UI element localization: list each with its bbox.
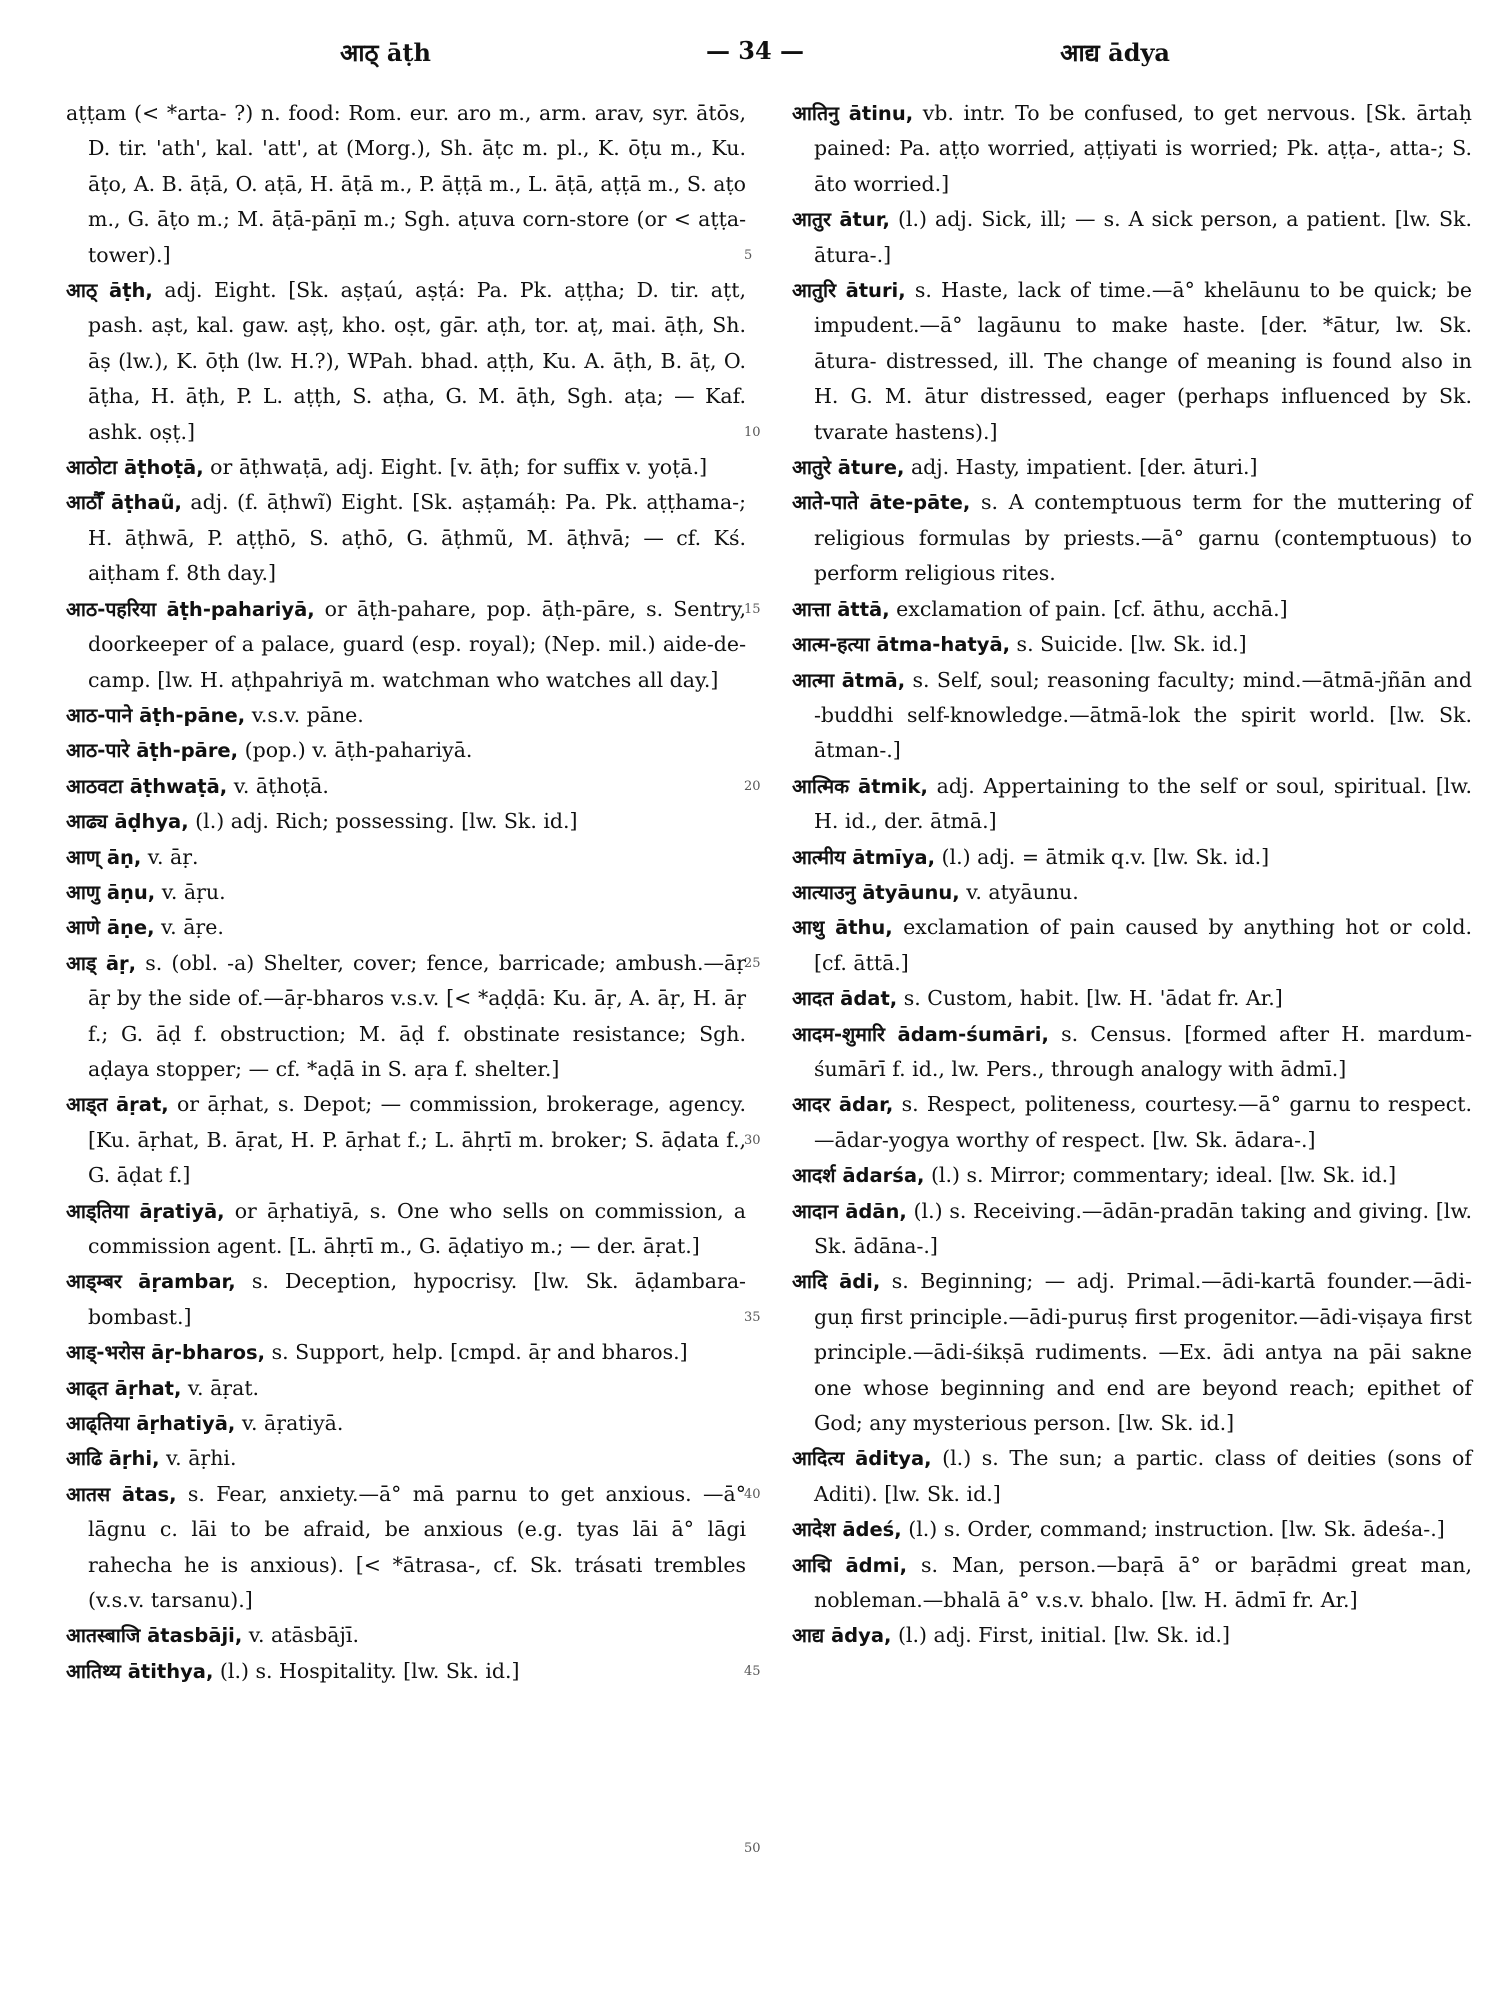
entry-headword: आणु āṇu, <box>66 880 156 904</box>
entry-definition: s. Custom, habit. [lw. H. 'ādat fr. Ar.] <box>903 986 1283 1011</box>
line-number: 40 <box>744 1486 761 1502</box>
entry-definition: v. āṛatiyā. <box>241 1411 344 1436</box>
dictionary-entry <box>66 1441 746 1476</box>
dictionary-entry <box>66 1371 746 1406</box>
header-left-guide-word: आठ् āṭh <box>340 38 431 67</box>
right-column <box>792 96 1472 1654</box>
entry-definition: s. Support, help. [cmpd. āṛ and bharos.] <box>271 1340 688 1365</box>
dictionary-entry <box>66 910 746 945</box>
entry-headword: आठ-पहरिया āṭh-pahariyā, <box>66 597 315 621</box>
entry-headword: आतुरे āture, <box>792 456 905 480</box>
entry-headword: आड् āṛ, <box>66 951 137 975</box>
line-number: 5 <box>744 247 753 263</box>
entry-headword: आदेश ādeś, <box>792 1518 902 1542</box>
entry-headword: आदर ādar, <box>792 1093 894 1117</box>
line-number: 15 <box>744 601 761 617</box>
dictionary-entry <box>792 1087 1472 1158</box>
entry-headword: आत्ता āttā, <box>792 597 890 621</box>
entry-headword: आदम-शुमारि ādam-śumāri, <box>792 1022 1049 1046</box>
entry-definition: (l.) s. Hospitality. [lw. Sk. id.] <box>219 1658 520 1683</box>
line-number: 45 <box>744 1663 761 1679</box>
entry-definition: exclamation of pain caused by anything hot or cold. [cf. āttā.] <box>814 915 1472 975</box>
header-right-guide-word: आद्य ādya <box>1060 38 1170 67</box>
entry-definition: (l.) adj. Sick, ill; — s. A sick person, a patient. [lw. Sk. ātura-.] <box>814 207 1472 267</box>
entry-headword: आदर्श ādarśa, <box>792 1164 925 1188</box>
dictionary-entry <box>792 202 1472 273</box>
dictionary-entry <box>792 1512 1472 1547</box>
entry-definition: v. atyāunu. <box>966 879 1079 904</box>
entry-definition: (l.) adj. Rich; possessing. [lw. Sk. id.] <box>195 809 578 834</box>
page-number: — 34 — <box>705 36 805 65</box>
entry-definition: s. Respect, politeness, courtesy.—ā° garnu to respect.—ādar-yogya worthy of respect. [lw. Sk. ādara-.] <box>814 1092 1473 1152</box>
dictionary-entry <box>66 1618 746 1653</box>
entry-definition: (l.) s. Receiving.—ādān-pradān taking and giving. [lw. Sk. ādāna-.] <box>814 1198 1472 1258</box>
line-number: 30 <box>744 1132 761 1148</box>
entry-definition: adj. Eight. [Sk. aṣṭaú, aṣṭá: Pa. Pk. aṭṭha; D. tir. aṭt, pash. aṣt, kal. gaw. aṣṭ, kho. oṣt, gār. aṭh, tor. aṭ, mai. āṭh, Sh. āṣ (lw.), K. ōṭh (lw. H.?), WPah. bhad. aṭṭh, Ku. A. āṭh, B. āṭ, O. āṭha, H. āṭh, P. L. aṭṭh, S. aṭha, G. M. āṭh, Sgh. aṭa; — Kaf. ashk. oṣṭ.] <box>88 278 746 444</box>
entry-headword: आतुर ātur, <box>792 208 890 232</box>
dictionary-entry <box>792 1158 1472 1193</box>
dictionary-entry <box>66 875 746 910</box>
entry-definition: or āṛhat, s. Depot; — commission, brokerage, agency. [Ku. āṛhat, B. āṛat, H. P. āṛhat f.; L. āhṛtī m. broker; S. āḍata f., G. āḍat f.] <box>88 1092 746 1188</box>
entry-headword: आढ्तिया āṛhatiyā, <box>66 1412 236 1436</box>
entry-headword: आत्याउनु ātyāunu, <box>792 880 960 904</box>
entry-definition: aṭṭam (< *arta- ?) n. food: Rom. eur. aro m., arm. arav, syr. ātōs, D. tir. 'ath', kal. 'att', at (Morg.), Sh. āṭc m. pl., K. ōṭu m., Ku. āṭo, A. B. āṭā, O. aṭā, H. āṭā m., P. āṭṭā m., L. āṭā, aṭṭā m., S. aṭo m., G. āṭo m.; M. āṭā-pāṇī m.; Sgh. aṭuva corn-store (or < aṭṭa- tower).] <box>66 101 746 267</box>
entry-definition: s. (obl. -a) Shelter, cover; fence, barricade; ambush.—āṛ āṛ by the side of.—āṛ-bharos v.s.v. [< *aḍḍā: Ku. āṛ, A. āṛ, H. āṛ f.; G. āḍ f. obstruction; M. āḍ f. obstinate resistance; Sgh. aḍaya stopper; — cf. *aḍā in S. aṛa f. shelter.] <box>88 950 746 1081</box>
dictionary-entry <box>66 946 746 1088</box>
dictionary-entry <box>66 1264 746 1335</box>
entry-definition: s. Fear, anxiety.—ā° mā parnu to get anxious. —ā° lāgnu c. lāi to be afraid, be anxious (e.g. tyas lāi ā° lāgi rahecha he is anxious). [< *ātrasa-, cf. Sk. trásati trembles (v.s.v. tarsanu).] <box>88 1481 746 1613</box>
entry-definition: s. Suicide. [lw. Sk. id.] <box>1016 632 1247 657</box>
entry-headword: आड्-भरोस āṛ-bharos, <box>66 1341 266 1365</box>
dictionary-entry <box>66 450 746 485</box>
line-number: 10 <box>744 424 761 440</box>
entry-headword: आढ्त āṛhat, <box>66 1376 182 1400</box>
entry-headword: आत्म-हत्या ātma-hatyā, <box>792 633 1011 657</box>
entry-headword: आठवटा āṭhwaṭā, <box>66 774 228 798</box>
entry-definition: (pop.) v. āṭh-pahariyā. <box>244 738 473 763</box>
dictionary-entry <box>792 1618 1472 1653</box>
dictionary-entry <box>66 1477 746 1619</box>
left-column <box>66 96 746 1689</box>
page-header <box>70 36 1440 76</box>
entry-definition: s. Haste, lack of time.—ā° khelāunu to be quick; be impudent.—ā° lagāunu to make haste. [der. *ātur, lw. Sk. ātura- distressed, ill. The change of meaning is found also in H. G. M. ātur distressed, eager (perhaps influenced by Sk. tvarate hastens).] <box>814 278 1472 444</box>
entry-definition: v. āṛe. <box>161 915 224 940</box>
entry-definition: (l.) s. Mirror; commentary; ideal. [lw. Sk. id.] <box>930 1163 1397 1188</box>
entry-definition: or āṭh-pahare, pop. āṭh-pāre, s. Sentry, doorkeeper of a palace, guard (esp. royal); (Nep. mil.) aide-de-camp. [lw. H. aṭhpahriyā m. watchman who watches all day.] <box>88 596 746 692</box>
entry-headword: आणे āṇe, <box>66 916 155 940</box>
entry-definition: v. āṛat. <box>187 1375 260 1400</box>
entry-headword: आथु āthu, <box>792 916 893 940</box>
dictionary-entry <box>792 1441 1472 1512</box>
dictionary-entry <box>66 1194 746 1265</box>
entry-headword: आतुरि āturi, <box>792 279 906 303</box>
dictionary-entry <box>792 663 1472 769</box>
entry-headword: आद्मि ādmi, <box>792 1553 908 1577</box>
entry-definition: (l.) s. Order, command; instruction. [lw. Sk. ādeśa-.] <box>908 1517 1445 1542</box>
entry-definition: adj. Appertaining to the self or soul, spiritual. [lw. H. id., der. ātmā.] <box>814 773 1472 834</box>
entry-definition: or āṭhwaṭā, adj. Eight. [v. āṭh; for suffix v. yoṭā.] <box>210 455 708 480</box>
dictionary-entry <box>792 769 1472 840</box>
dictionary-entry <box>66 840 746 875</box>
dictionary-entry <box>66 1087 746 1193</box>
dictionary-entry <box>792 875 1472 910</box>
dictionary-entry <box>66 1335 746 1370</box>
dictionary-entry <box>792 1194 1472 1265</box>
entry-headword: आते-पाते āte-pāte, <box>792 491 971 515</box>
entry-definition: v. āṭhoṭā. <box>233 773 329 798</box>
entry-headword: आतस्बाजि ātasbāji, <box>66 1624 243 1648</box>
entry-headword: आतिथ्य ātithya, <box>66 1659 214 1683</box>
entry-headword: आढि āṛhi, <box>66 1447 160 1471</box>
entry-headword: आदान ādān, <box>792 1199 907 1223</box>
dictionary-entry <box>792 1264 1472 1441</box>
entry-headword: आदित्य āditya, <box>792 1447 932 1471</box>
dictionary-entry <box>66 273 746 450</box>
entry-definition: or āṛhatiyā, s. One who sells on commission, a commission agent. [L. āhṛtī m., G. āḍatiyo m.; — der. āṛat.] <box>88 1198 746 1258</box>
line-number: 20 <box>744 778 761 794</box>
entry-headword: आतिनु ātinu, <box>792 102 914 125</box>
dictionary-entry <box>792 485 1472 591</box>
entry-definition: s. Man, person.—baṛā ā° or baṛādmi great man, nobleman.—bhalā ā° v.s.v. bhalo. [lw. H. ādmī fr. Ar.] <box>814 1552 1472 1613</box>
dictionary-entry <box>66 96 746 273</box>
entry-definition: vb. intr. To be confused, to get nervous. [Sk. ārtaḥ pained: Pa. aṭṭo worried, aṭṭiyati is worried; Pk. aṭṭa-, atta-; S. āto worried.] <box>814 101 1472 196</box>
dictionary-entry <box>792 450 1472 485</box>
entry-definition: adj. (f. āṭhwĩ) Eight. [Sk. aṣṭamáḥ: Pa. Pk. aṭṭhama-; H. āṭhwā, P. aṭṭhō, S. aṭhō, G. āṭhmũ, M. āṭhvā; — cf. Kś. aiṭham f. 8th day.] <box>88 490 746 586</box>
dictionary-entry <box>792 1548 1472 1619</box>
entry-definition: s. Self, soul; reasoning faculty; mind.—ātmā-jñān and -buddhi self-knowledge.—ātmā-lok the spirit world. [lw. Sk. ātman-.] <box>814 667 1472 763</box>
entry-definition: v.s.v. pāne. <box>251 702 364 727</box>
entry-headword: आद्य ādya, <box>792 1624 892 1648</box>
entry-headword: आठ-पारे āṭh-pāre, <box>66 739 239 763</box>
entry-headword: आत्मीय ātmīya, <box>792 845 935 869</box>
entry-headword: आदि ādi, <box>792 1270 881 1294</box>
entry-headword: आतस ātas, <box>66 1482 177 1506</box>
entry-headword: आठोटा āṭhoṭā, <box>66 456 204 480</box>
entry-definition: s. A contemptuous term for the muttering of religious formulas by priests.—ā° garnu (contemptuous) to perform religious rites. <box>814 490 1472 586</box>
dictionary-entry <box>792 627 1472 662</box>
entry-definition: (l.) adj. First, initial. [lw. Sk. id.] <box>897 1623 1230 1648</box>
line-number: 50 <box>744 1840 761 1856</box>
entry-headword: आड्त āṛat, <box>66 1093 169 1117</box>
entry-headword: आत्मा ātmā, <box>792 668 906 692</box>
entry-definition: adj. Hasty, impatient. [der. āturi.] <box>910 455 1258 480</box>
entry-headword: आठ-पाने āṭh-pāne, <box>66 703 246 727</box>
dictionary-entry <box>792 910 1472 981</box>
entry-headword: आत्मिक ātmik, <box>792 774 928 798</box>
dictionary-entry <box>66 769 746 804</box>
dictionary-entry <box>66 1406 746 1441</box>
entry-headword: आदत ādat, <box>792 987 898 1011</box>
line-number: 35 <box>744 1309 761 1325</box>
entry-definition: v. āṛhi. <box>166 1446 237 1471</box>
dictionary-entry <box>792 840 1472 875</box>
entry-definition: exclamation of pain. [cf. āthu, acchā.] <box>896 596 1288 621</box>
dictionary-entry <box>66 1654 746 1689</box>
entry-definition: v. atāsbājī. <box>248 1623 359 1648</box>
dictionary-entry <box>792 273 1472 450</box>
dictionary-entry <box>66 592 746 698</box>
dictionary-entry <box>66 733 746 768</box>
entry-headword: आठौँ āṭhaũ, <box>66 491 182 515</box>
dictionary-entry <box>792 592 1472 627</box>
entry-definition: v. āṛu. <box>161 879 226 904</box>
entry-headword: आण् āṇ, <box>66 845 142 869</box>
entry-definition: s. Deception, hypocrisy. [lw. Sk. āḍambara- bombast.] <box>88 1269 746 1329</box>
entry-headword: आढ्य āḍhya, <box>66 810 189 834</box>
entry-definition: (l.) adj. = ātmik q.v. [lw. Sk. id.] <box>941 844 1270 869</box>
dictionary-entry <box>792 96 1472 202</box>
entry-headword: आड्म्बर āṛambar, <box>66 1270 236 1294</box>
dictionary-entry <box>66 485 746 591</box>
dictionary-entry <box>792 1017 1472 1088</box>
entry-headword: आठ् āṭh, <box>66 279 153 303</box>
dictionary-entry <box>792 981 1472 1016</box>
entry-definition: (l.) s. The sun; a partic. class of deities (sons of Aditi). [lw. Sk. id.] <box>814 1446 1472 1506</box>
line-number: 25 <box>744 955 761 971</box>
dictionary-entry <box>66 804 746 839</box>
entry-definition: v. āṛ. <box>147 844 199 869</box>
dictionary-entry <box>66 698 746 733</box>
entry-definition: s. Census. [formed after H. mardum-śumārī f. id., lw. Pers., through analogy with ādmī.] <box>814 1021 1473 1081</box>
entry-definition: s. Beginning; — adj. Primal.—ādi-kartā founder.—ādi-guṇ first principle.—ādi-puruṣ first progenitor.—ādi-viṣaya first principle.—ādi-śikṣā rudiments. —Ex. ādi antya na pāi sakne one whose beginning and end are beyond reach; epithet of God; any mysterious person. [lw. Sk. id.] <box>814 1269 1472 1436</box>
entry-headword: आड्तिया āṛatiyā, <box>66 1199 225 1223</box>
